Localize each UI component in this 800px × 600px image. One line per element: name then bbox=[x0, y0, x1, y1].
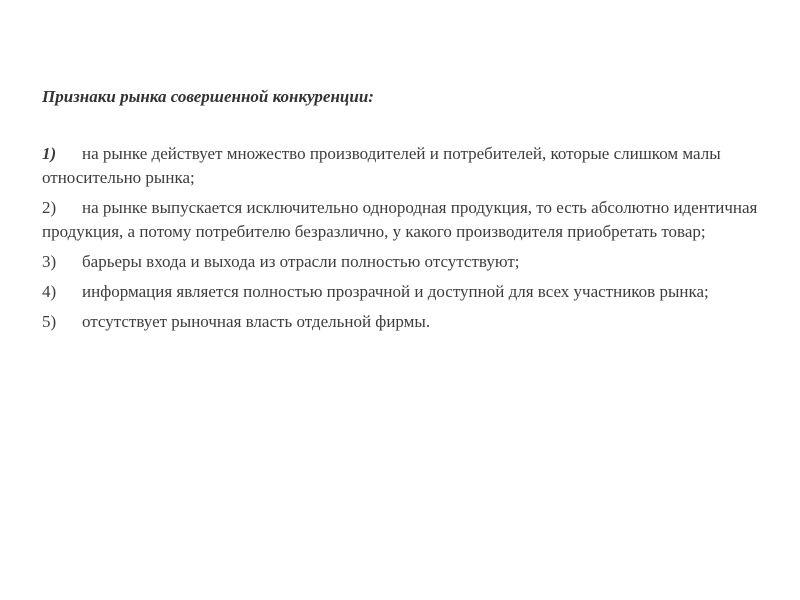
list-item-4 bbox=[42, 280, 762, 304]
list-text: отсутствует рыночная власть отдельной фирмы. bbox=[82, 312, 431, 331]
list-item-2 bbox=[42, 196, 762, 244]
list-item-5 bbox=[42, 310, 762, 334]
list-text: барьеры входа и выхода из отрасли полностью отсутствуют; bbox=[82, 252, 520, 271]
list-number: 5) bbox=[42, 312, 57, 331]
features-list bbox=[42, 142, 762, 334]
list-number: 1) bbox=[42, 144, 57, 163]
list-item-1 bbox=[42, 142, 762, 190]
list-text: на рынке действует множество производителей и потребителей, которые слишком малы относительно рынка; bbox=[42, 144, 721, 187]
list-number: 3) bbox=[42, 252, 57, 271]
slide-content bbox=[42, 86, 762, 340]
list-number: 2) bbox=[42, 198, 57, 217]
slide-heading: Признаки рынка совершенной конкуренции: bbox=[42, 87, 374, 106]
list-item-3 bbox=[42, 250, 762, 274]
list-text: на рынке выпускается исключительно однородная продукция, то есть абсолютно идентичная продукция, а потому потребителю безразлично, у какого производителя приобретать товар; bbox=[42, 198, 758, 241]
list-number: 4) bbox=[42, 282, 57, 301]
list-text: информация является полностью прозрачной и доступной для всех участников рынка; bbox=[82, 282, 709, 301]
